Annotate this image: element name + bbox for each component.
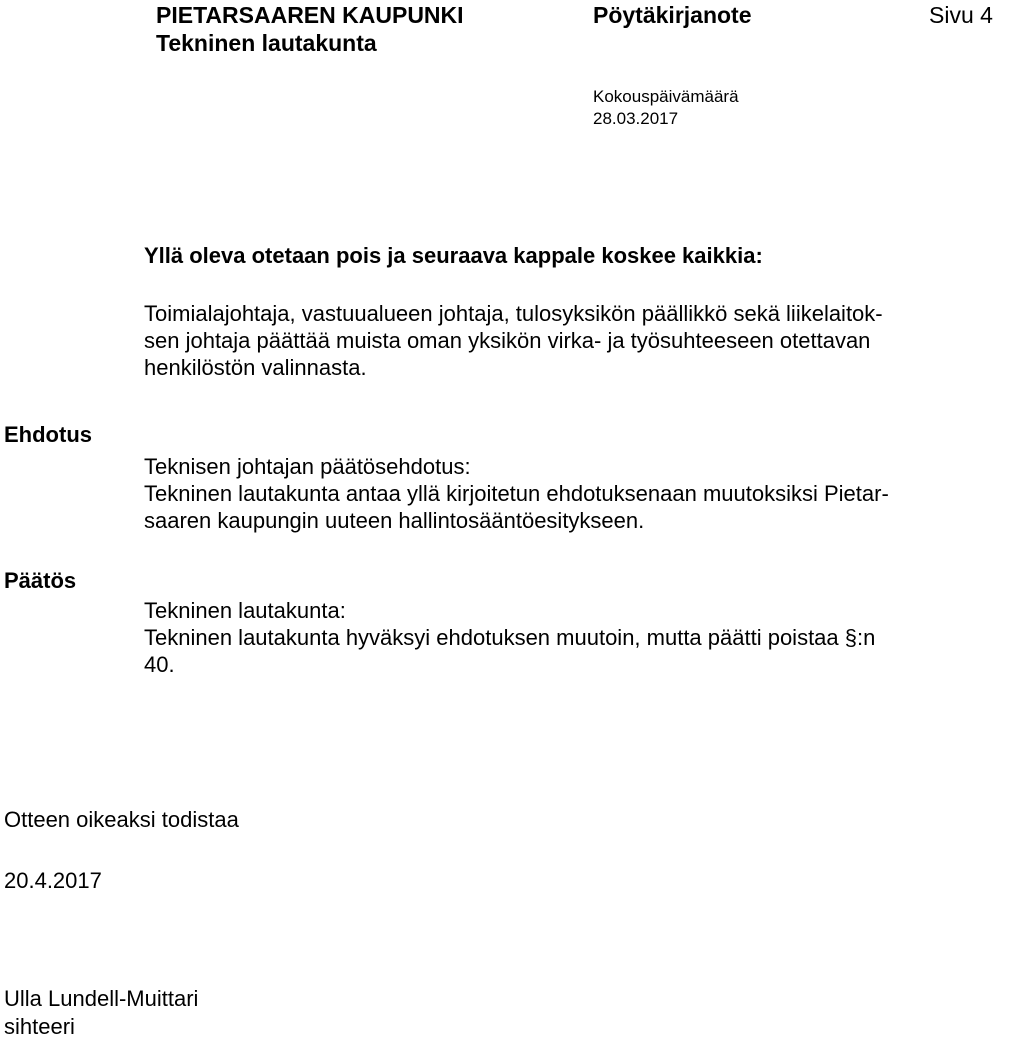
meeting-date: 28.03.2017: [593, 109, 679, 128]
proposal-line: Tekninen lautakunta antaa yllä kirjoitetun ehdotuksenaan muutoksiksi Pietar-: [144, 481, 889, 506]
decision-line: Tekninen lautakunta hyväksyi ehdotuksen muutoin, mutta päätti poistaa §:n: [144, 625, 876, 650]
paragraph-line: sen johtaja päättää muista oman yksikön virka- ja työsuhteeseen otettavan: [144, 328, 871, 353]
paragraph: [144, 300, 1004, 381]
decision-line: 40.: [144, 652, 175, 677]
certification-date: 20.4.2017: [4, 868, 102, 893]
proposal-line: saaren kaupungin uuteen hallintosääntöesitykseen.: [144, 508, 645, 533]
certification-text: Otteen oikeaksi todistaa: [4, 807, 239, 832]
decision-label: Päätös: [4, 568, 77, 593]
signatory-name: Ulla Lundell-Muittari: [4, 986, 199, 1011]
page-number: Sivu 4: [929, 2, 993, 28]
document-type: Pöytäkirjanote: [593, 2, 752, 28]
signatory-title: sihteeri: [4, 1014, 75, 1039]
paragraph-line: Toimialajohtaja, vastuualueen johtaja, tulosyksikön päällikkö sekä liikelaitok-: [144, 301, 883, 326]
proposal-block: [144, 453, 1004, 534]
proposal-title: Teknisen johtajan päätösehdotus:: [144, 454, 471, 479]
meeting-date-label: Kokouspäivämäärä: [593, 87, 739, 106]
section-heading: Yllä oleva otetaan pois ja seuraava kappale koskee kaikkia:: [144, 243, 763, 268]
proposal-label: Ehdotus: [4, 422, 92, 447]
decision-title: Tekninen lautakunta:: [144, 598, 346, 623]
org-name: PIETARSAAREN KAUPUNKI: [156, 2, 464, 28]
department-name: Tekninen lautakunta: [156, 30, 377, 56]
decision-block: [144, 597, 1004, 678]
paragraph-line: henkilöstön valinnasta.: [144, 355, 367, 380]
